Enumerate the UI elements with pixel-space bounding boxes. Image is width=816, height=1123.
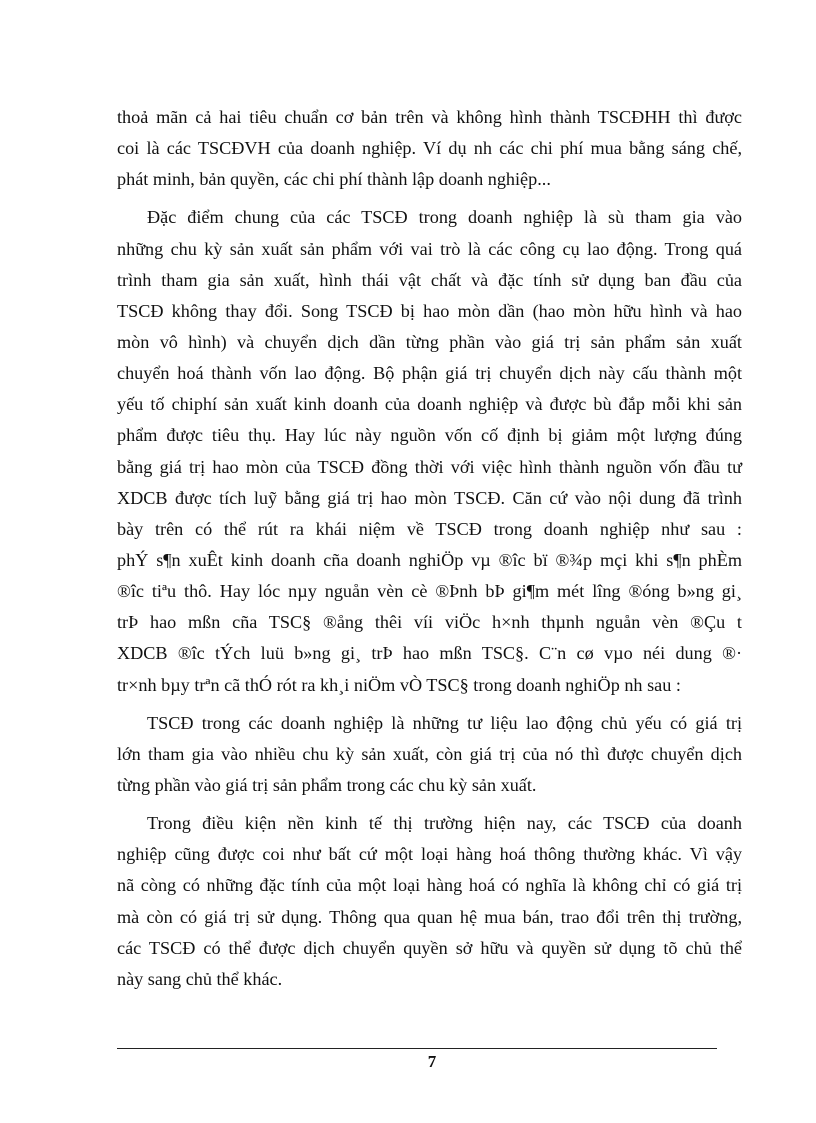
text-line: bằng giá trị hao mòn của TSCĐ đồng thời với việc hình thành nguồn vốn đầu tư xyxy=(117,456,742,477)
text-line: trÞ hao mßn cña TSC§ ®ång thêi víi viÖc h×nh thµnh nguån vèn ®Çu t xyxy=(117,612,742,633)
text-line: ®îc tiªu thô. Hay lóc nµy nguån vèn cè ®Þnh bÞ gi¶m mét lîng ®óng b»ng gi¸ xyxy=(117,581,742,602)
text-line: coi là các TSCĐVH của doanh nghiệp. Ví dụ nh các chi phí mua bằng sáng chế, xyxy=(117,138,742,159)
text-line: từng phần vào giá trị sản phẩm trong các chu kỳ sản xuất. xyxy=(117,774,537,795)
text-line: XDCB ®îc tÝch luü b»ng gi¸ trÞ hao mßn TSC§. C¨n cø vµo néi dung ®· xyxy=(117,643,742,664)
text-line: phẩm được tiêu thụ. Hay lúc này nguồn vốn cố định bị giảm một lượng đúng xyxy=(117,425,742,446)
paragraph-spacing xyxy=(117,701,742,708)
footer-rule xyxy=(117,1048,717,1049)
text-line: Đặc điểm chung của các TSCĐ trong doanh nghiệp là sù tham gia vào xyxy=(147,207,742,228)
text-line: này sang chủ thể khác. xyxy=(117,968,283,989)
text-line: những chu kỳ sản xuất sản phẩm với vai trò là các công cụ lao động. Trong quá xyxy=(117,238,742,259)
text-line: yếu tố chiphí sản xuất kinh doanh của doanh nghiệp và được bù đắp mỗi khi sản xyxy=(117,394,742,415)
text-line: thoả mãn cả hai tiêu chuẩn cơ bản trên và không hình thành TSCĐHH thì được xyxy=(117,107,742,127)
text-line: nã còng có những đặc tính của một loại hàng hoá có nghĩa là không chỉ có giá trị xyxy=(117,875,742,896)
text-line: mòn vô hình) và chuyển dịch dần từng phần vào giá trị sản phẩm sản xuất xyxy=(117,331,742,352)
text-line: XDCB được tích luỹ bằng giá trị hao mòn TSCĐ. Căn cứ vào nội dung đã trình xyxy=(117,487,742,508)
text-line: lớn tham gia vào nhiều chu kỳ sản xuất, còn giá trị của nó thì được chuyển dịch xyxy=(117,743,742,764)
paragraph-spacing xyxy=(117,195,742,202)
text-line: phÝ s¶n xuÊt kinh doanh cña doanh nghiÖp vµ ®îc bï ®¾p mçi khi s¶n phÈm xyxy=(117,549,742,570)
text-line: chuyển hoá thành vốn lao động. Bộ phận giá trị chuyển dịch này cấu thành một xyxy=(117,363,742,384)
body-text xyxy=(117,102,742,995)
paragraph-fixed-asset-definition xyxy=(117,708,742,801)
text-line: mà còn có giá trị sử dụng. Thông qua quan hệ mua bán, trao đổi trên thị trường, xyxy=(117,906,742,927)
paragraph-spacing xyxy=(117,801,742,808)
paragraph-intangible-assets-continued xyxy=(117,102,742,195)
page-number: 7 xyxy=(427,1052,437,1071)
text-line: trình tham gia sản xuất, hình thái vật chất và đặc tính sử dụng ban đầu của xyxy=(117,269,742,290)
paragraph-market-economy xyxy=(117,808,742,995)
text-line: Trong điều kiện nền kinh tế thị trường hiện nay, các TSCĐ của doanh xyxy=(147,813,742,834)
text-line: phát minh, bản quyền, các chi phí thành lập doanh nghiệp... xyxy=(117,169,551,190)
text-line: TSCĐ không thay đổi. Song TSCĐ bị hao mòn dần (hao mòn hữu hình và hao xyxy=(117,300,742,321)
text-line: bày trên có thể rút ra khái niệm về TSCĐ trong doanh nghiệp như sau : xyxy=(117,518,742,539)
text-line: TSCĐ trong các doanh nghiệp là những tư liệu lao động chủ yếu có giá trị xyxy=(147,712,742,733)
paragraph-fixed-asset-characteristics xyxy=(117,202,742,700)
text-line: nghiệp cũng được coi như bất cứ một loại hàng hoá thông thường khác. Vì vậy xyxy=(117,844,742,865)
text-line: các TSCĐ có thể được dịch chuyển quyền sở hữu và quyền sử dụng tõ chủ thể xyxy=(117,937,742,958)
text-line: tr×nh bµy trªn cã thÓ rót ra kh¸i niÖm vÒ TSC§ trong doanh nghiÖp nh sau : xyxy=(117,674,681,695)
